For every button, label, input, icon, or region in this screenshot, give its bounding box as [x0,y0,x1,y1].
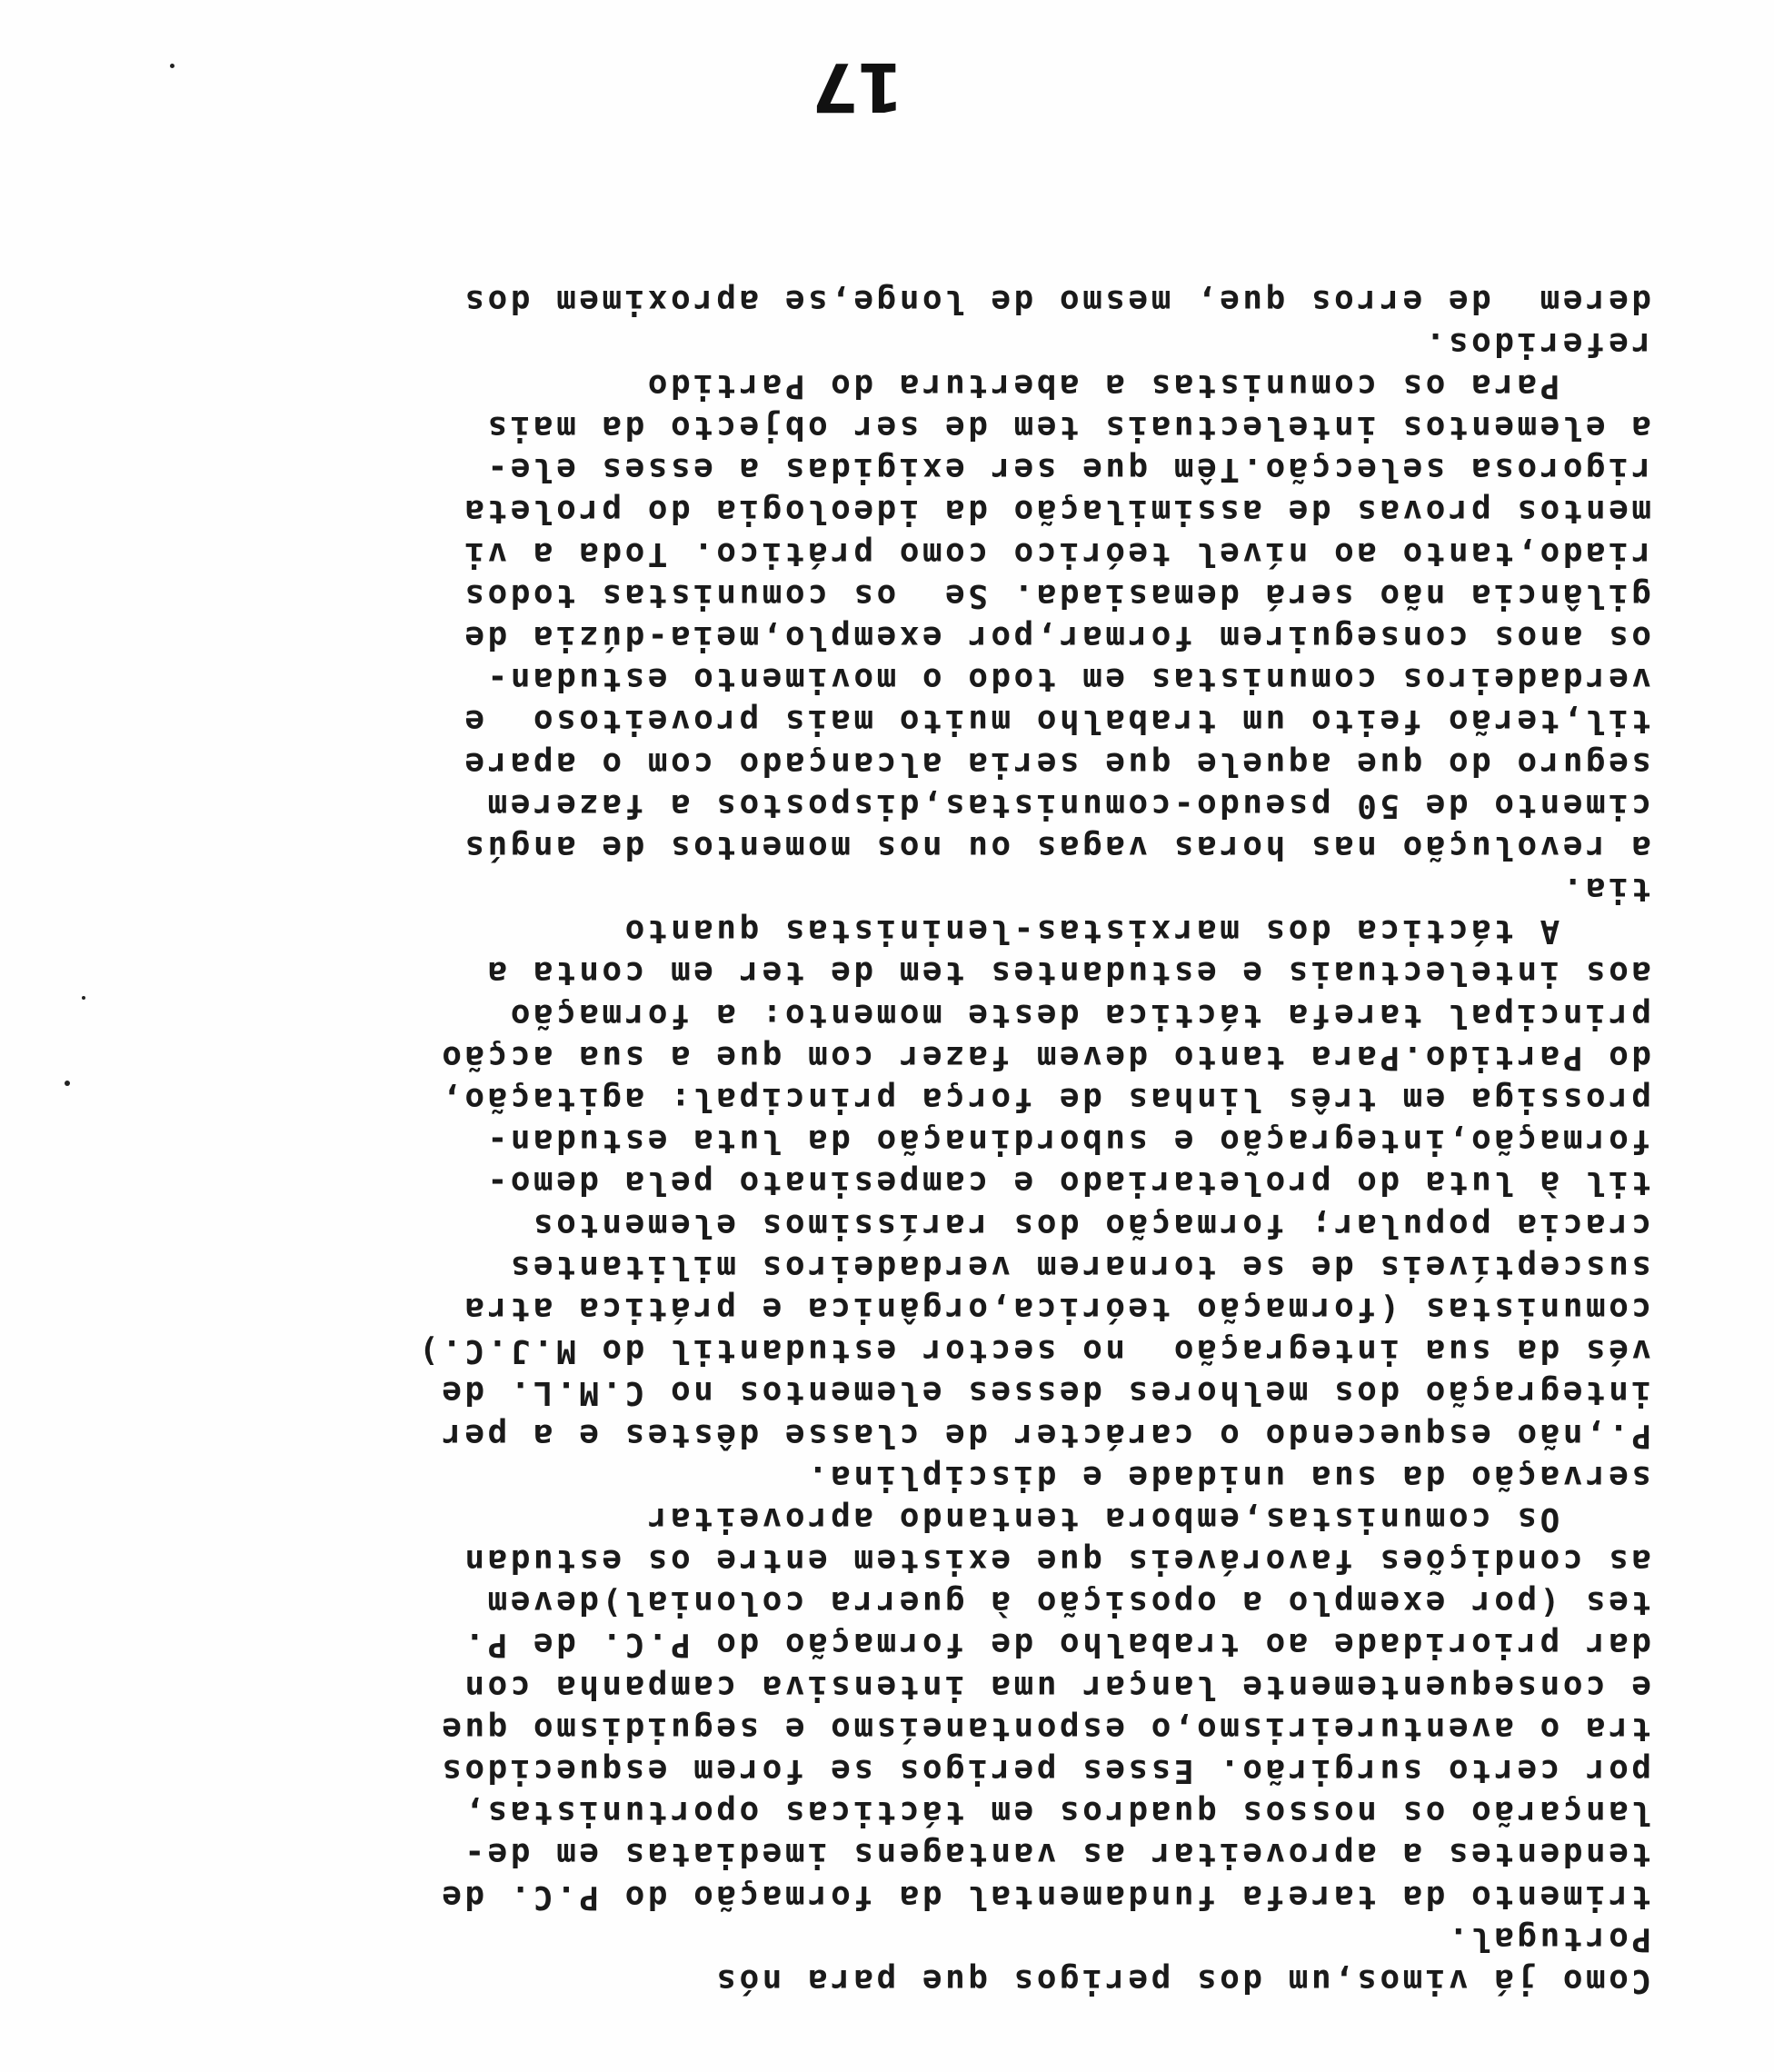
text-line: prossiga em três linhas de força principal: agitação, [438,1081,1651,1119]
text-line: riado,tanto ao nível teórico como prático. Toda a vi [461,534,1651,573]
text-line: os anos conseguirem formar,por exemplo,meia-dúzia de [461,619,1651,656]
text-line: til à luta do proletariado e campesinato pela demo- [484,1164,1651,1202]
text-line: til,terão feito um trabalho muito mais proveitoso e [461,702,1651,741]
text-line: integração dos melhores desses elementos no C.M.L. de [438,1374,1651,1412]
text-line: comunistas (formação teórica,orgânica e prática atra [461,1290,1651,1328]
text-line: formação,integração e subordinação da luta estudan- [484,1122,1651,1161]
text-line: dar prioridade ao trabalho de formação do P.C. de P. [461,1626,1651,1664]
text-line: susceptíveis de se tornarem verdadeiros militantes [507,1248,1651,1286]
page-number: 17 [813,47,903,125]
text-line: a elementos intelectuais tem de ser objecto da mais [484,409,1651,447]
text-line: vés da sua integração no sector estudantil do M.J.C.) [415,1332,1651,1370]
text-line: A táctica dos marxistas-leninistas quanto [622,912,1651,951]
text-line: principal tarefa táctica deste momento: a formação [507,996,1651,1034]
text-line: tendentes a aproveitar as vantagens imediatas em de- [461,1836,1651,1874]
text-line: e consequentemente lançar uma intensiva campanha con [461,1668,1651,1706]
text-line: mentos provas de assimilação da ideologia do proleta [461,493,1651,531]
text-line: por certo surgirão. Esses perigos se forem esquecidos [438,1752,1651,1790]
text-line: Os comunistas,embora tentando aproveitar [644,1499,1651,1538]
text-line: aos intelectuais e estudantes tem de ter em conta a [484,954,1651,992]
text-line: seguro do que aquele que seria alcançado com o apare [461,744,1651,782]
text-line: cimento de 50 pseudo-comunistas,dispostos a fazerem [484,786,1651,824]
text-line: gilância não será demasiada. Se os comunistas todos [461,576,1651,614]
text-line: Para os comunistas a abertura do Partido [644,366,1651,404]
text-line: derem de erros que, mesmo de longe,se aproximem dos [461,283,1651,321]
text-line: tia. [1560,871,1651,909]
text-line: trimento da tarefa fundamental da formação do P.C. de [438,1878,1651,1916]
text-line: tra o aventureirismo,o espontaneísmo e seguidismo que [438,1709,1651,1748]
text-line: as condições favoráveis que existem entre os estudan [461,1542,1651,1580]
typewritten-text [106,280,1651,2001]
text-line: tes (por exemplo a oposição à guerra colonial)devem [484,1584,1651,1622]
ink-speck [65,1081,70,1086]
ink-speck [82,996,85,1000]
ink-speck [170,64,174,68]
text-line: rigorosa selecção.Têm que ser exigidas a esses ele- [484,451,1651,489]
text-line: do Partido.Para tanto devem fazer com que a sua acção [438,1038,1651,1076]
text-line: servação da sua unidade e disciplina. [804,1458,1651,1496]
text-line: verdadeiros comunistas em todo o movimento estudan- [484,661,1651,699]
text-line: a revolução nas horas vagas ou nos momentos de angús [461,828,1651,866]
text-line: Como já vimos,um dos perigos que para nós [713,1962,1651,1999]
text-line: referidos. [1422,324,1651,363]
text-line: P.,não esquecendo o carácter de classe dêstes e a per [438,1416,1651,1454]
text-line: cracia popular; formação dos raríssimos elementos [530,1206,1651,1244]
text-line: lançarão os nossos quadros em tácticas oportunistas, [461,1794,1651,1832]
text-line: Portugal. [1445,1919,1651,1957]
